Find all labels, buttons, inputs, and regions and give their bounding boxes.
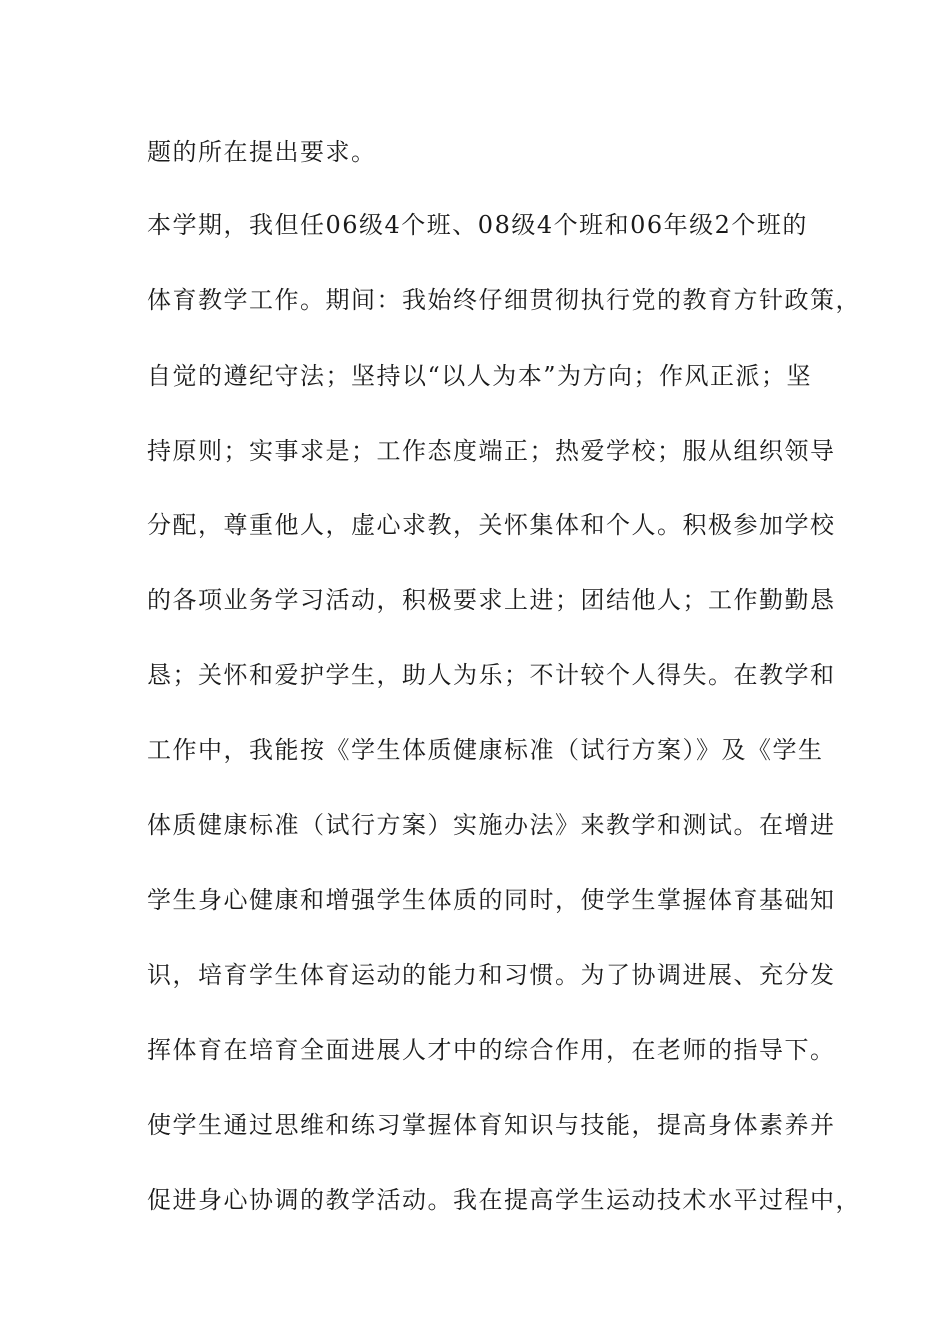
text-line: 题的所在提出要求。 xyxy=(147,138,377,166)
text-line: 体育教学工作。期间：我始终仔细贯彻执行党的教育方针政策， xyxy=(147,286,861,314)
text-line: 使学生通过思维和练习掌握体育知识与技能，提高身体素养并 xyxy=(147,1111,836,1139)
text-line: 持原则；实事求是；工作态度端正；热爱学校；服从组织领导 xyxy=(147,437,836,465)
text-line: 工作中，我能按《学生体质健康标准（试行方案）》及《学生 xyxy=(147,736,824,764)
text-line: 分配，尊重他人，虚心求教，关怀集体和个人。积极参加学校 xyxy=(147,511,836,539)
text-line: 学生身心健康和增强学生体质的同时，使学生掌握体育基础知 xyxy=(147,886,836,914)
text-line: 自觉的遵纪守法；坚持以“以人为本”为方向；作风正派；坚 xyxy=(147,362,813,390)
text-line: 的各项业务学习活动，积极要求上进；团结他人；工作勤勤恳 xyxy=(147,586,836,614)
text-line: 促进身心协调的教学活动。我在提高学生运动技术水平过程中， xyxy=(147,1186,861,1214)
text-line: 体质健康标准（试行方案）实施办法》来教学和测试。在增进 xyxy=(147,811,836,839)
text-line: 本学期，我但任06级4个班、08级4个班和06年级2个班的 xyxy=(147,211,808,239)
text-line: 恳；关怀和爱护学生，助人为乐；不计较个人得失。在教学和 xyxy=(147,661,836,689)
text-line: 识，培育学生体育运动的能力和习惯。为了协调进展、充分发 xyxy=(147,961,836,989)
text-line: 挥体育在培育全面进展人才中的综合作用，在老师的指导下。 xyxy=(147,1036,836,1064)
